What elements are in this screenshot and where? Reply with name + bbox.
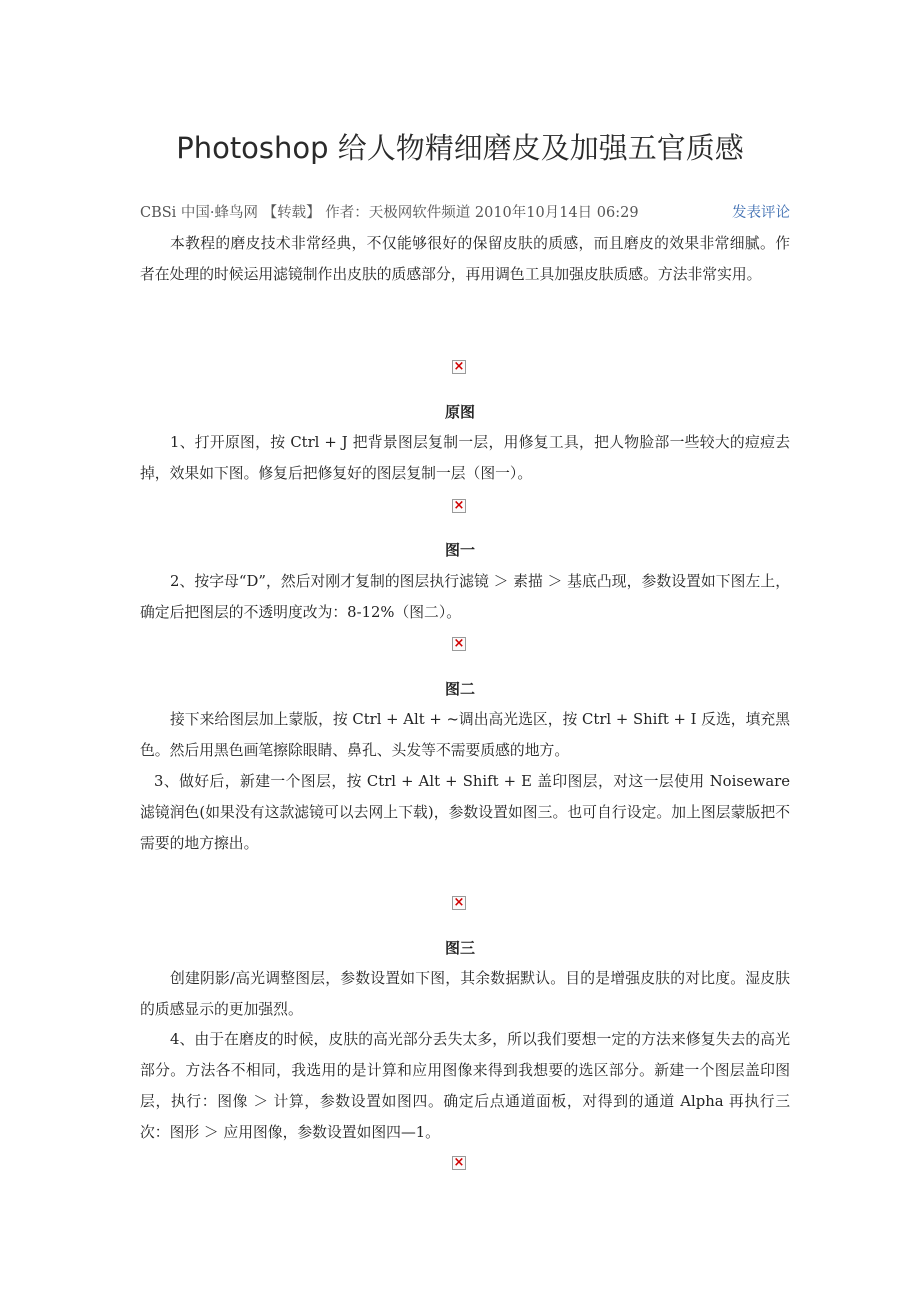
intro-paragraph: 本教程的磨皮技术非常经典，不仅能够很好的保留皮肤的质感，而且磨皮的效果非常细腻。作者在处理的时候运用滤镜制作出皮肤的质感部分，再用调色工具加强皮肤质感。方法非常实用。	[140, 235, 790, 283]
broken-image-icon: ×	[453, 895, 465, 910]
caption-fig2: 图二	[444, 680, 475, 698]
broken-image-icon: ×	[453, 498, 465, 513]
step-1-paragraph: 1、打开原图，按 Ctrl + J 把背景图层复制一层，用修复工具，把人物脸部一些较大的痘痘去掉，效果如下图。修复后把修复好的图层复制一层（图一）。	[140, 434, 790, 482]
caption-fig3: 图三	[444, 939, 475, 957]
step-4-paragraph: 4、由于在磨皮的时候，皮肤的高光部分丢失太多，所以我们要想一定的方法来修复失去的高光部分。方法各不相同，我选用的是计算和应用图像来得到我想要的选区部分。新建一个图层盖印图层，执行：图像 ＞ 计算，参数设置如图四。确定后点通道面板，对得到的通道 Alpha 再执行三次：图形 ＞ 应用图像，参数设置如图四—1。	[140, 1031, 790, 1141]
broken-image-icon: ×	[453, 359, 465, 374]
post-comment-link[interactable]: 发表评论	[732, 205, 790, 221]
meta-source-line: CBSi 中国·蜂鸟网 【转载】 作者：天极网软件频道 2010年10月14日 06:29	[140, 205, 639, 221]
step-2-paragraph: 2、按字母“D”，然后对刚才复制的图层执行滤镜 ＞ 素描 ＞ 基底凸现，参数设置如下图左上，确定后把图层的不透明度改为：8-12%（图二）。	[140, 573, 790, 621]
step-3-paragraph: 3、做好后，新建一个图层，按 Ctrl + Alt + Shift + E 盖印图层，对这一层使用 Noiseware 滤镜润色(如果没有这款滤镜可以去网上下载)，参数设置如图三。也可自行设定。加上图层蒙版把不需要的地方擦出。	[140, 773, 790, 852]
step-2b-paragraph: 接下来给图层加上蒙版，按 Ctrl + Alt + ~调出高光选区，按 Ctrl + Shift + I 反选，填充黑色。然后用黑色画笔擦除眼睛、鼻孔、头发等不需要质感的地方。	[140, 711, 790, 759]
broken-image-icon: ×	[453, 1155, 465, 1170]
step-3b-paragraph: 创建阴影/高光调整图层，参数设置如下图，其余数据默认。目的是增强皮肤的对比度。湿皮肤的质感显示的更加强烈。	[140, 970, 790, 1018]
article-meta	[140, 201, 790, 225]
caption-original: 原图	[444, 403, 475, 421]
article-title: Photoshop 给人物精细磨皮及加强五官质感	[176, 131, 744, 165]
broken-image-icon: ×	[453, 636, 465, 651]
caption-fig1: 图一	[444, 541, 475, 559]
